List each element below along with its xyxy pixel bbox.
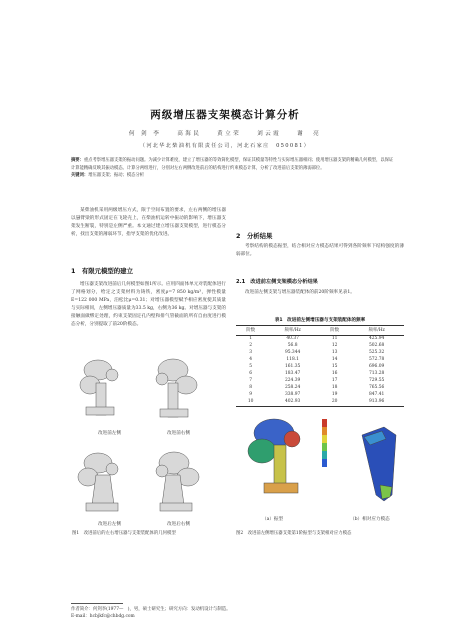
section-2-1-text: 改进前左侧支架与增压器装配体的前20阶频率见表1。 xyxy=(245,290,355,295)
table-row: 7 224.39 17 729.55 xyxy=(249,378,385,384)
fig1-label-after-right: 改进后右侧 xyxy=(167,522,190,527)
frequency-table xyxy=(236,325,404,407)
affiliation: （河北华北柴油机有限责任公司，河北石家庄 050081） xyxy=(139,143,311,149)
table-row: 10 402.93 20 913.96 xyxy=(236,399,404,407)
fig1-label-after-left: 改进后左侧 xyxy=(98,522,121,527)
figure-1-caption: 图1 改进前后的左右增压器与支架装配体的几何模型 xyxy=(72,531,176,536)
table-row: 3 95.344 13 525.32 xyxy=(249,349,385,355)
section-2-heading: 2 分析结果 xyxy=(236,232,273,240)
intro-paragraph: 某柴油机采用两级增压方式，限于空间布置的要求，左右两侧的增压器以悬臂梁的形式固定在飞轮壳上，在柴油机运转中振动的影响下，增压器支架发生断裂，特别是左侧严重。本文通过建立增压器支架模型，进行模态分析，找出支架的薄弱环节，指导支架的优化改进。 xyxy=(71,208,226,237)
author-bio: 作者简介：何剑李(1977— )，男，硕士研究生；研究方向：发动机设计与制造。 xyxy=(71,607,231,612)
header-frequency: 频率/Hz xyxy=(265,326,320,336)
authors: 何 剑 李 高海民 黄立荣 刘云霞 谢 亮 xyxy=(128,131,322,137)
author-email: E-mail：hcbjkfc@chbdg.com xyxy=(71,614,135,619)
abstract-text: 重点考察增压器支架的振动问题。为减少计算难度，建立了增压器的等效简化模型，保证其模量等特性与实际增压器相同；使用增压器支架的精确几何模型，以保证计算能精确反映其振动模态。计算分两组进行，分别对左右两侧改进前后的结构进行约束模态计算，分析了改进前后支架的薄弱部位。 xyxy=(71,158,394,171)
section-2-1-heading: 2.1 改进前左侧支架模态分析结果 xyxy=(236,279,318,285)
section-1-text: 增压器支架改进前后几何模型如图1所示。应用四面体单元对装配体进行了网格划分，给定之支架材料为铸铁，密度ρ=7 850 kg/m³，弹性模量E=122 000 MPa，泊松比μ=0.31；对增压器模型赋予相应密度使其质量与实际相同，左侧增压器质量为33.5 kg，右侧为36 kg。对增压器与支架的接触面做绑定处理，约束支架固定孔内壁和排气管截面的所有自由度进行模态分析，分别提取了前20阶模态。 xyxy=(71,282,226,327)
paper-title: 两级增压器支架模态计算分析 xyxy=(150,109,300,121)
section-1-heading: 1 有限元模型的建立 xyxy=(71,267,133,275)
footnote xyxy=(71,606,331,620)
table-row: 1 40.37 11 425.94 xyxy=(249,335,385,341)
footnote-rule xyxy=(71,603,123,604)
table-row: 9 338.97 19 847.41 xyxy=(249,392,385,398)
section-2-text: 考察结构的模态振型，结合相对应力模态结果可得到各阶频率下结构强度的薄弱部位。 xyxy=(236,244,404,257)
keywords-label: 关键词： xyxy=(71,173,89,178)
abstract xyxy=(71,157,396,180)
table-row: 8 258.24 18 765.56 xyxy=(249,385,385,391)
fig1-label-before-left: 改进前左侧 xyxy=(98,431,121,436)
table-row: 5 161.35 15 696.09 xyxy=(249,364,385,370)
table-row: 4 118.1 14 572.78 xyxy=(249,357,385,363)
figure-2-caption: 图2 改进前左侧增压器支架第1阶振型与支架相对应力模态 xyxy=(236,531,352,536)
header-order: 阶数 xyxy=(236,326,265,336)
header-order: 阶数 xyxy=(320,326,349,336)
table-row: 2 56.8 12 502.68 xyxy=(249,342,385,348)
figure-2-drawings xyxy=(234,405,414,515)
figure-1-drawings xyxy=(68,345,228,535)
colour-scale xyxy=(322,419,327,467)
table-header-row xyxy=(236,326,404,336)
fig2-sub-b: （b）相对应力模态 xyxy=(350,517,390,522)
mode-shape-plot xyxy=(248,419,300,493)
abstract-label: 摘要： xyxy=(71,158,84,163)
table-1-title: 表1 改进前左侧增压器与支架装配体的频率 xyxy=(274,318,366,323)
fig2-sub-a: （a）振型 xyxy=(262,517,284,522)
header-frequency: 频率/Hz xyxy=(349,326,404,336)
fig1-label-before-right: 改进前右侧 xyxy=(167,431,190,436)
stress-mode-plot xyxy=(362,427,396,501)
keywords: 增压器支架；振动；模态分析 xyxy=(88,173,145,178)
table-row: 6 183.47 16 713.28 xyxy=(249,371,385,377)
